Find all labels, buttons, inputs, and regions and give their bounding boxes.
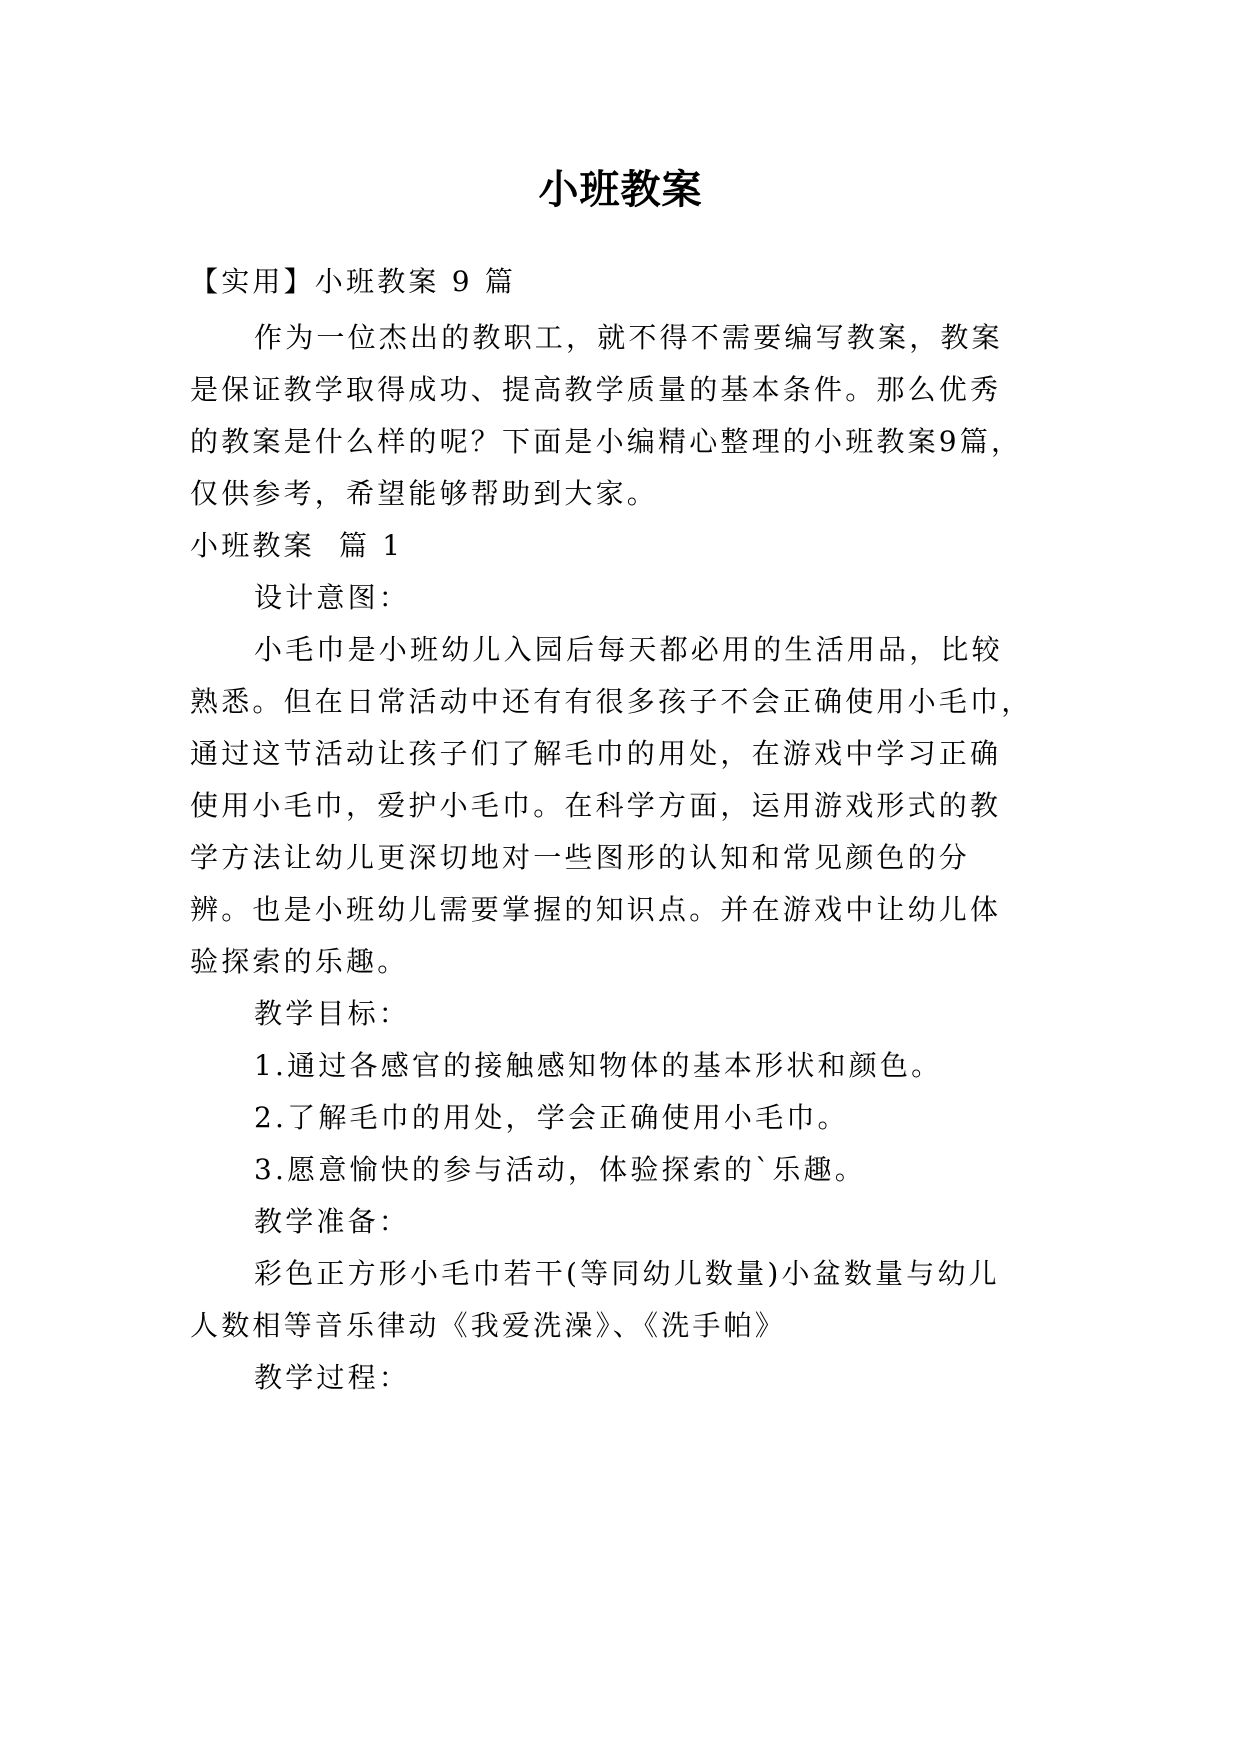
intro-line: 的教案是什么样的呢？下面是小编精心整理的小班教案9篇， [190, 425, 1023, 458]
intro-line: 是保证教学取得成功、提高教学质量的基本条件。那么优秀 [190, 373, 1002, 406]
document-subtitle: 【实用】小班教案 9 篇 [190, 265, 517, 298]
goals-label: 教学目标： [254, 997, 411, 1030]
prep-label: 教学准备： [254, 1205, 411, 1238]
design-intent-line: 通过这节活动让孩子们了解毛巾的用处，在游戏中学习正确 [190, 737, 1002, 770]
document-title: 小班教案 [538, 166, 703, 213]
goal-item: 2.了解毛巾的用处，学会正确使用小毛巾。 [254, 1101, 849, 1134]
prep-line: 人数相等音乐律动《我爱洗澡》、《洗手帕》 [190, 1309, 787, 1342]
goal-item: 3.愿意愉快的参与活动，体验探索的`乐趣。 [254, 1153, 866, 1186]
section-heading: 小班教案 篇 1 [190, 529, 404, 562]
design-intent-line: 辨。也是小班幼儿需要掌握的知识点。并在游戏中让幼儿体 [190, 893, 1002, 926]
prep-line: 彩色正方形小毛巾若干(等同幼儿数量)小盆数量与幼儿 [254, 1257, 1000, 1290]
design-intent-line: 小毛巾是小班幼儿入园后每天都必用的生活用品，比较 [254, 633, 1003, 666]
design-intent-line: 学方法让幼儿更深切地对一些图形的认知和常见颜色的分 [190, 841, 971, 874]
goal-item: 1.通过各感官的接触感知物体的基本形状和颜色。 [254, 1049, 943, 1082]
design-intent-label: 设计意图： [254, 581, 411, 614]
design-intent-line: 熟悉。但在日常活动中还有有很多孩子不会正确使用小毛巾， [190, 685, 1033, 718]
intro-line: 作为一位杰出的教职工，就不得不需要编写教案，教案 [254, 321, 1003, 354]
design-intent-line: 使用小毛巾，爱护小毛巾。在科学方面，运用游戏形式的教 [190, 789, 1002, 822]
design-intent-line: 验探索的乐趣。 [190, 945, 409, 978]
intro-line: 仅供参考，希望能够帮助到大家。 [190, 477, 659, 510]
process-label: 教学过程： [254, 1361, 411, 1394]
